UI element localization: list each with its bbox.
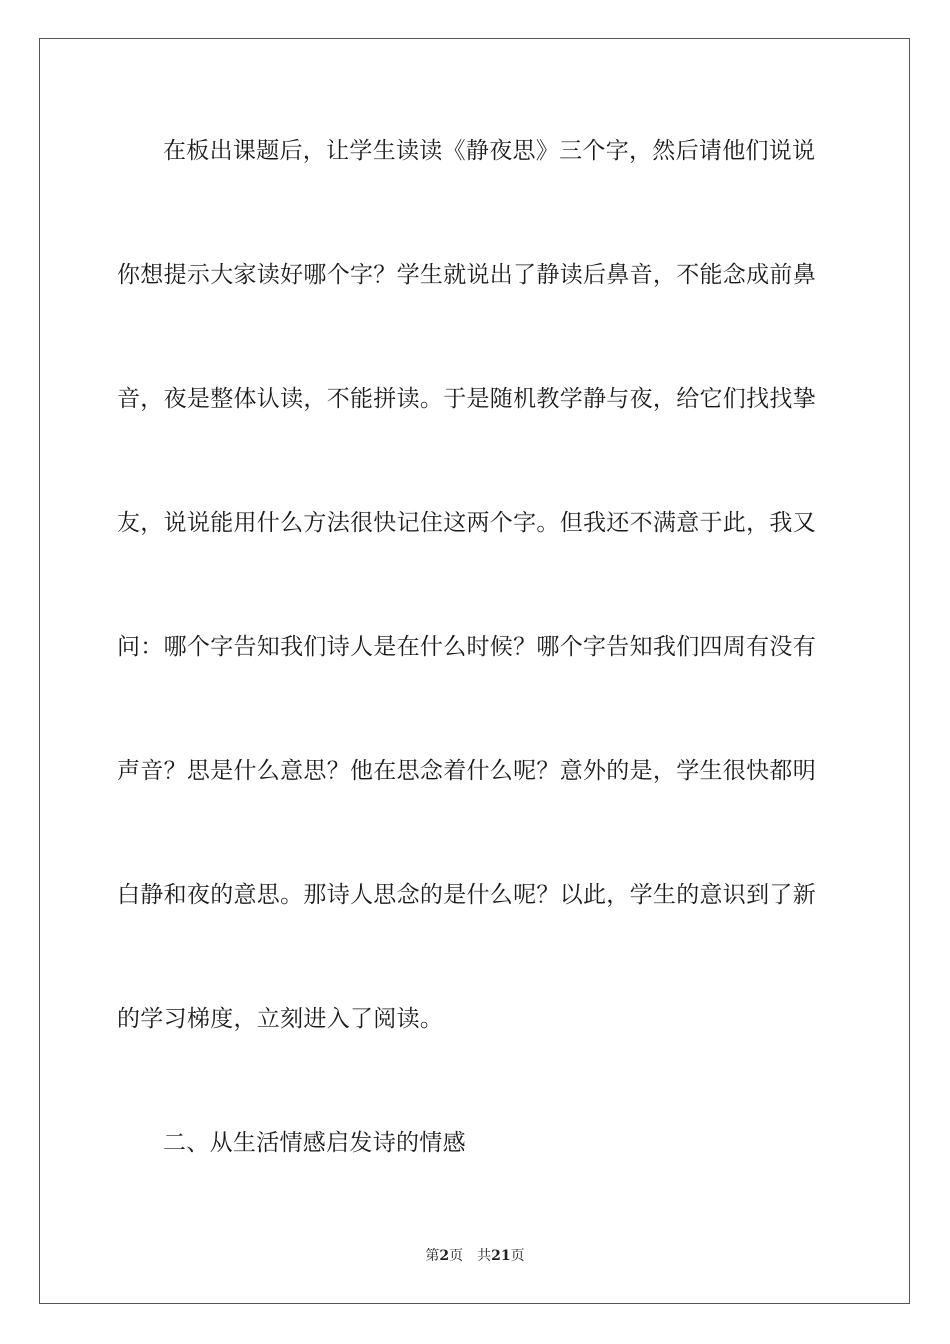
paragraph-line: 问：哪个字告知我们诗人是在什么时候？哪个字告知我们四周有没有 xyxy=(117,634,816,660)
total-prefix: 共 xyxy=(477,1248,492,1264)
paragraph-line: 音，夜是整体认读，不能拼读。于是随机教学静与夜，给它们找找挚 xyxy=(117,386,816,412)
paragraph-line: 友，说说能用什么方法很快记住这两个字。但我还不满意于此，我又 xyxy=(117,510,816,536)
section-heading: 二、从生活情感启发诗的情感 xyxy=(163,1130,466,1156)
paragraph-line: 声音？思是什么意思？他在思念着什么呢？意外的是，学生很快都明 xyxy=(117,758,816,784)
page-footer xyxy=(0,1246,950,1266)
page-prefix: 第 xyxy=(425,1248,440,1264)
paragraph-line: 白静和夜的意思。那诗人思念的是什么呢？以此，学生的意识到了新 xyxy=(117,882,816,908)
paragraph-line: 的学习梯度，立刻进入了阅读。 xyxy=(117,1006,444,1032)
paragraph-line: 你想提示大家读好哪个字？学生就说出了静读后鼻音，不能念成前鼻 xyxy=(117,262,816,288)
total-pages: 21 xyxy=(491,1248,511,1264)
total-suffix: 页 xyxy=(510,1248,525,1264)
paragraph-line: 在板出课题后，让学生读读《静夜思》三个字，然后请他们说说 xyxy=(163,138,816,164)
page-suffix: 页 xyxy=(449,1248,464,1264)
page-number: 2 xyxy=(439,1248,450,1264)
page-border xyxy=(39,38,910,1304)
